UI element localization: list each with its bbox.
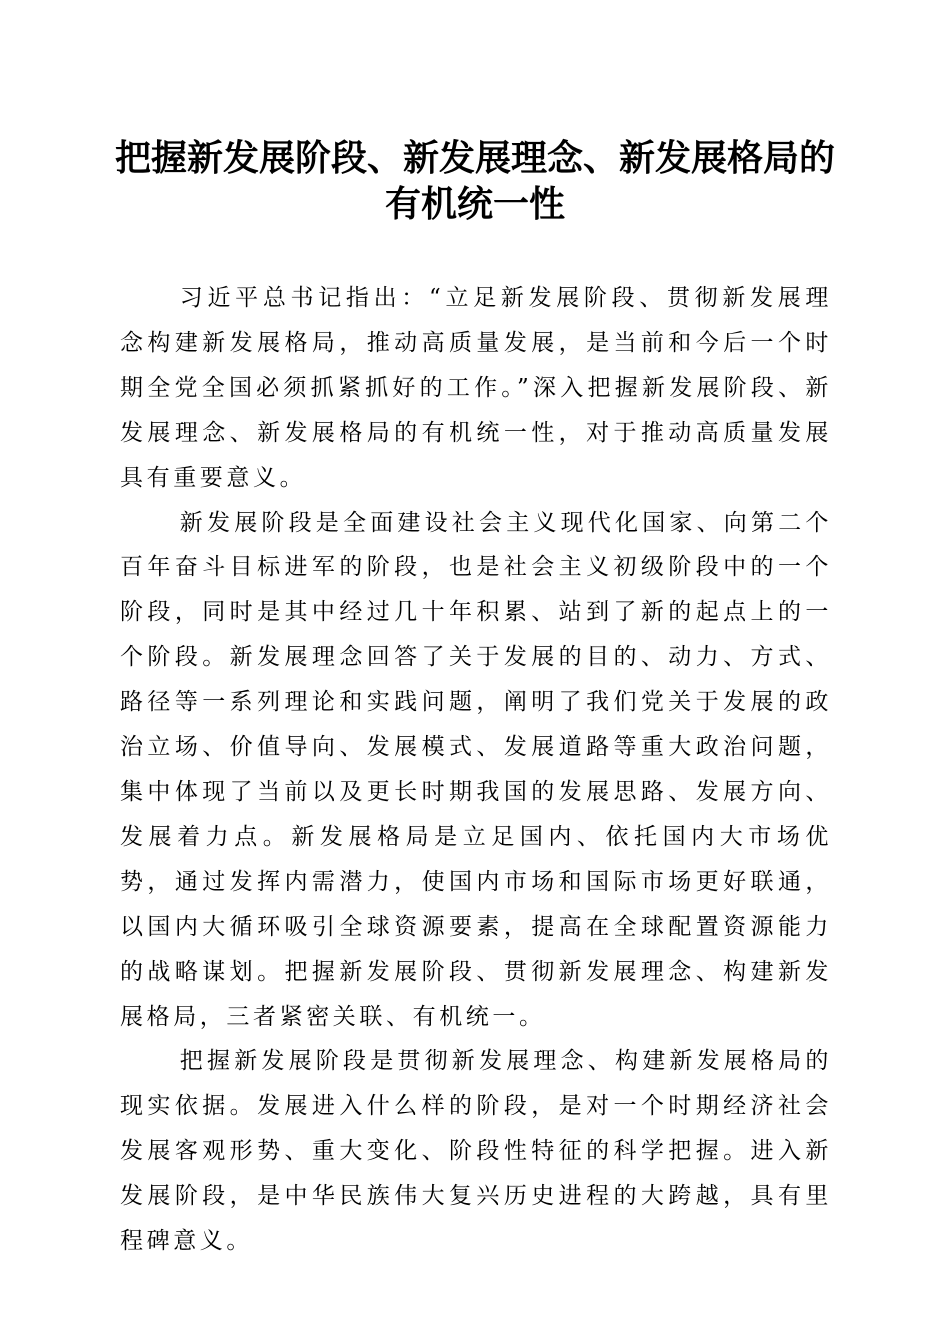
document-body	[120, 276, 832, 1264]
paragraph-1: 习近平总书记指出：“立足新发展阶段、贯彻新发展理念构建新发展格局，推动高质量发展，是当前和今后一个时期全党全国必须抓紧抓好的工作。”深入把握新发展阶段、新发展理念、新发展格局的有机统一性，对于推动高质量发展具有重要意义。	[120, 285, 832, 491]
title-line-1: 把握新发展阶段、新发展理念、新发展格局的	[114, 137, 835, 179]
paragraph-2: 新发展阶段是全面建设社会主义现代化国家、向第二个百年奋斗目标进军的阶段，也是社会主义初级阶段中的一个阶段，同时是其中经过几十年积累、站到了新的起点上的一个阶段。新发展理念回答了关于发展的目的、动力、方式、路径等一系列理论和实践问题，阐明了我们党关于发展的政治立场、价值导向、发展模式、发展道路等重大政治问题，集中体现了当前以及更长时期我国的发展思路、发展方向、发展着力点。新发展格局是立足国内、依托国内大市场优势，通过发挥内需潜力，使国内市场和国际市场更好联通，以国内大循环吸引全球资源要素，提高在全球配置资源能力的战略谋划。把握新发展阶段、贯彻新发展理念、构建新发展格局，三者紧密关联、有机统一。	[120, 509, 832, 1030]
paragraph-3: 把握新发展阶段是贯彻新发展理念、构建新发展格局的现实依据。发展进入什么样的阶段，是对一个时期经济社会发展客观形势、重大变化、阶段性特征的科学把握。进入新发展阶段，是中华民族伟大复兴历史进程的大跨越，具有里程碑意义。	[120, 1048, 832, 1255]
title-line-2: 有机统一性	[384, 183, 565, 225]
document-title	[100, 135, 850, 227]
